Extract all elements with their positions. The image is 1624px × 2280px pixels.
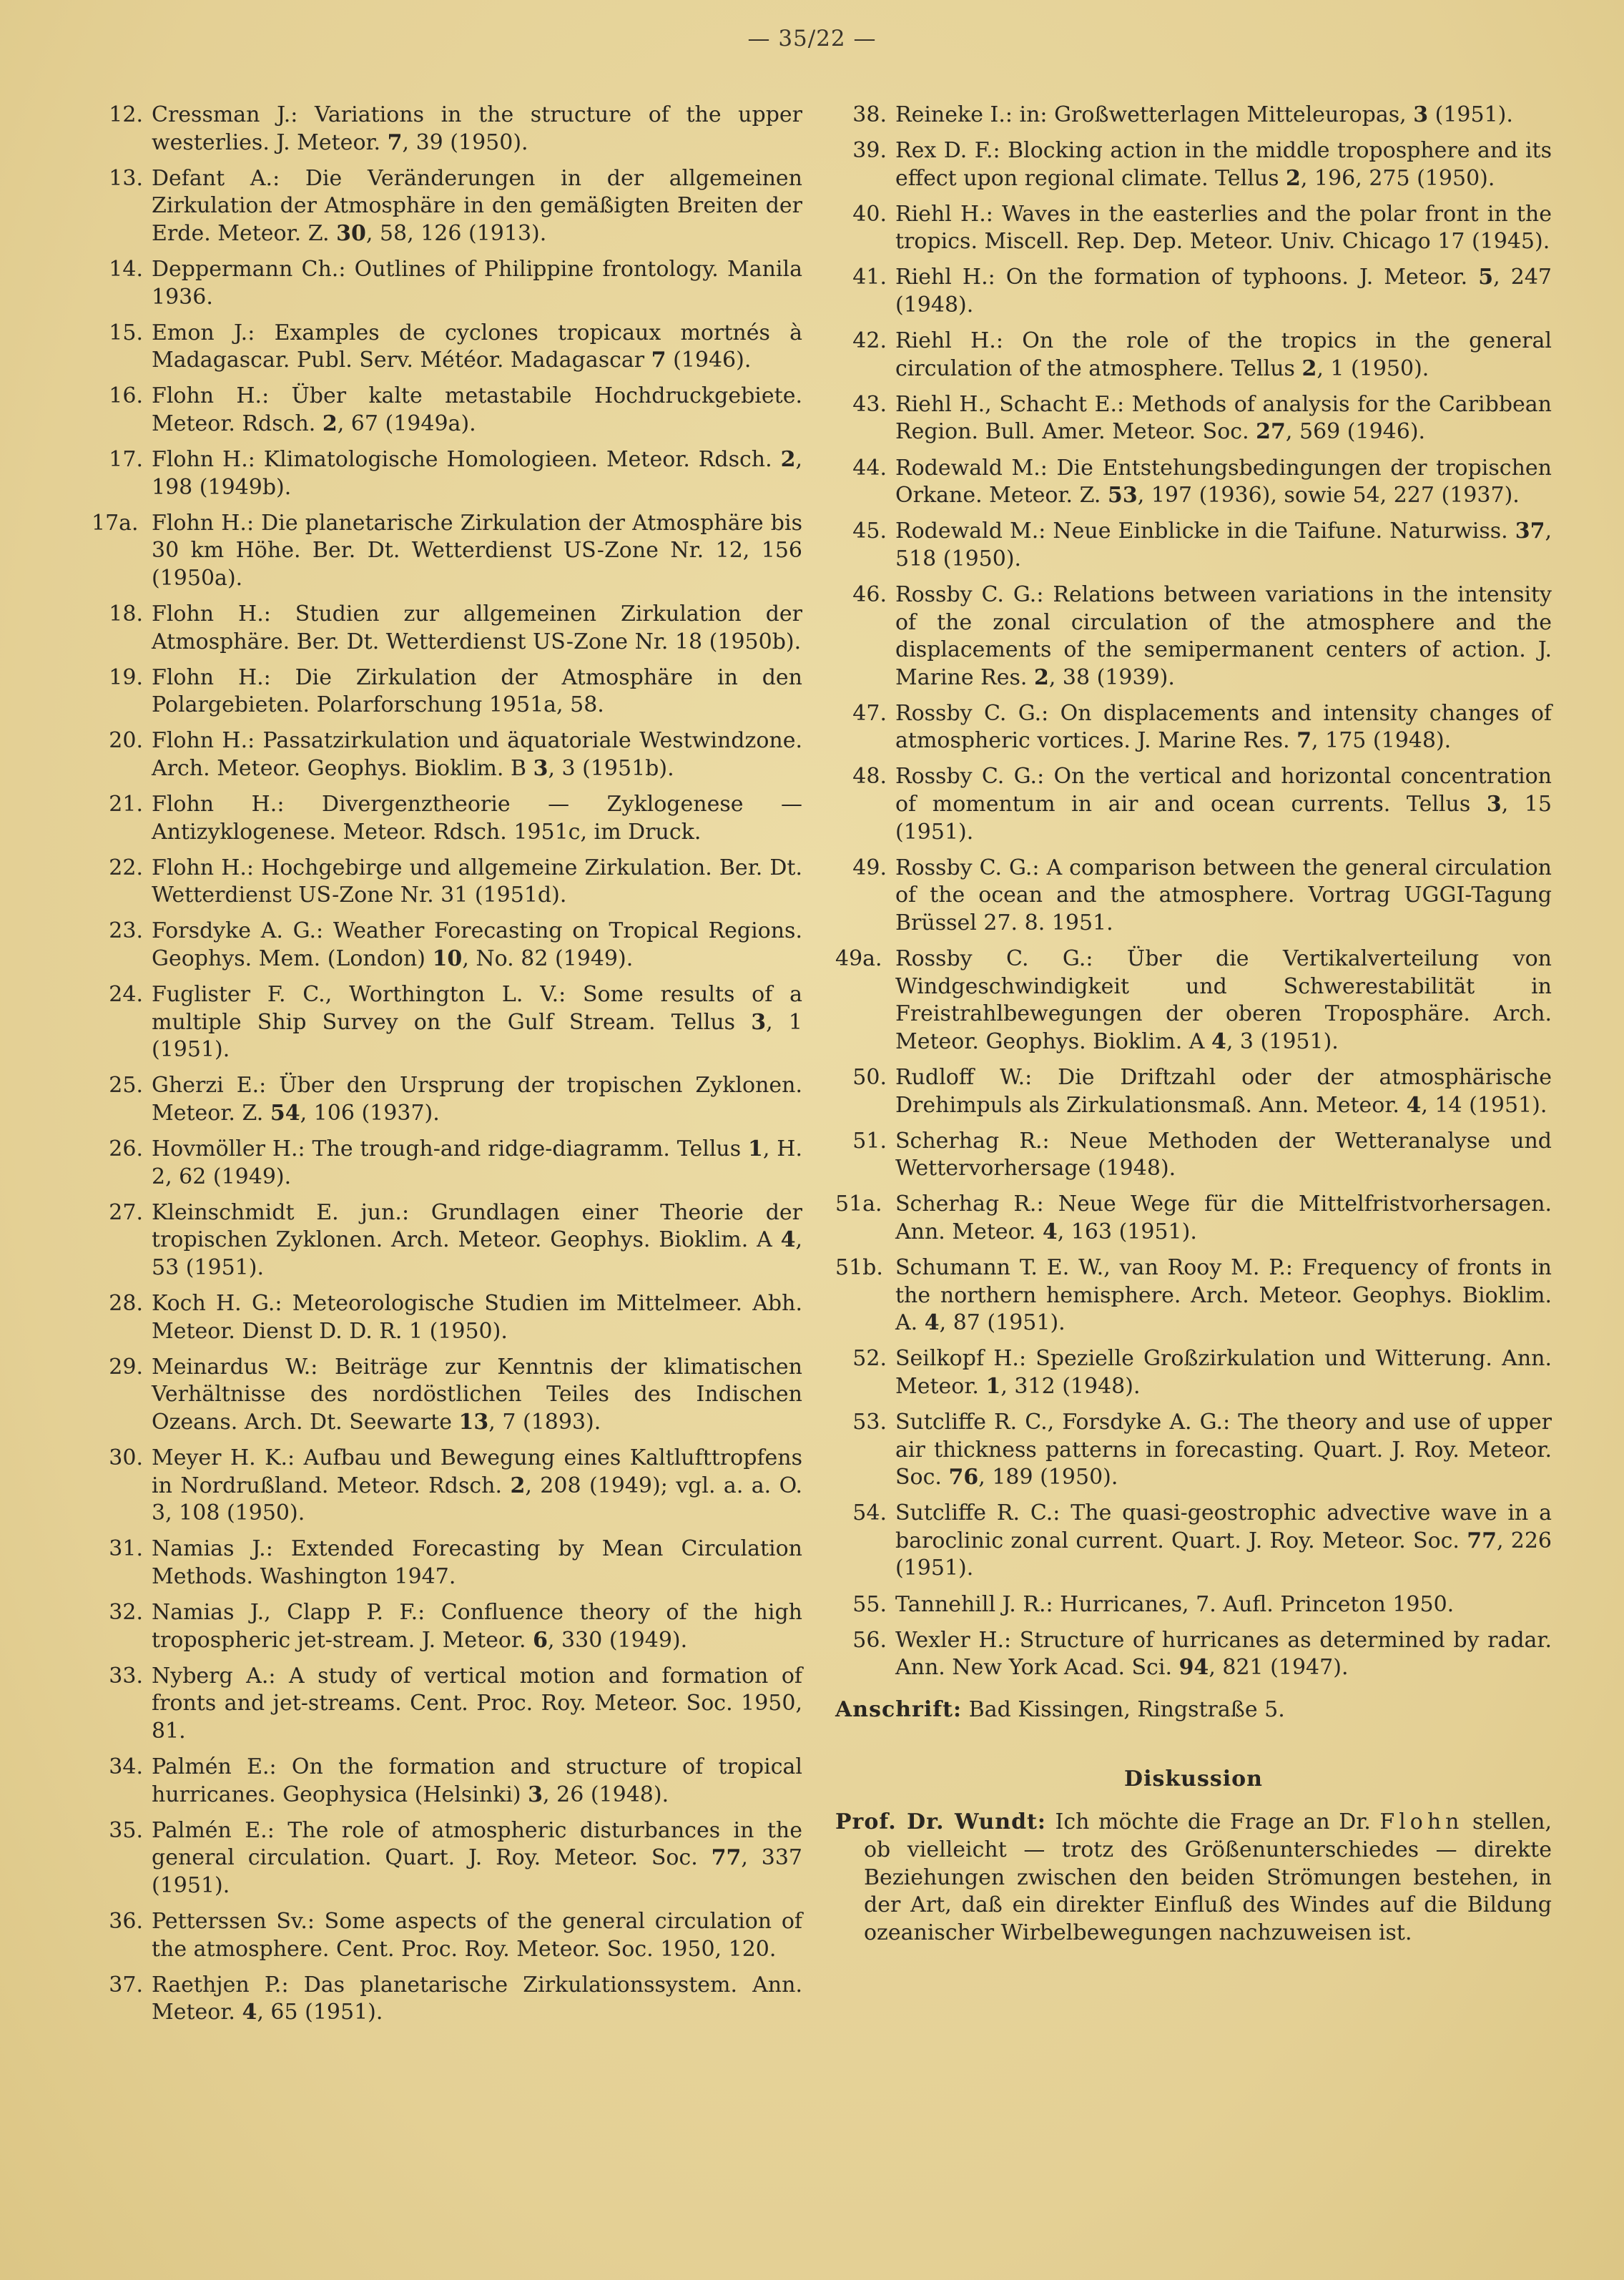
- reference-volume: 5: [1478, 265, 1494, 290]
- reference-text: Riehl H.: On the formation of typhoons. J. Meteor.: [895, 265, 1479, 290]
- reference-text: Tannehill J. R.: Hurricanes, 7. Aufl. Princeton 1950.: [895, 1591, 1455, 1617]
- reference-entry: [835, 1345, 1552, 1400]
- reference-tail: , 197 (1936), sowie 54, 227 (1937).: [1137, 483, 1520, 508]
- reference-text: Rossby C. G.: A comparison between the general circulation of the ocean and the atmosphere. Vortrag UGGI-Tagung Brüssel 27. 8. 1951.: [895, 855, 1552, 935]
- reference-volume: 3: [533, 755, 548, 781]
- reference-volume: 2: [780, 447, 796, 473]
- reference-entry: [92, 918, 802, 973]
- reference-number: 12.: [109, 102, 143, 127]
- reference-entry: [835, 1128, 1552, 1183]
- reference-volume: 53: [1108, 483, 1138, 508]
- reference-volume: 4: [780, 1227, 796, 1253]
- reference-text: Reineke I.: in: Großwetterlagen Mitteleuropas,: [895, 102, 1414, 127]
- reference-number: 43.: [852, 391, 887, 417]
- reference-entry: [92, 1754, 802, 1809]
- reference-volume: 1: [985, 1373, 1001, 1399]
- reference-text: Meyer H. K.: Aufbau und Bewegung eines Kaltlufttropfens in Nordrußland. Meteor. Rdsch.: [152, 1445, 802, 1498]
- reference-tail: , 106 (1937).: [300, 1101, 440, 1126]
- reference-number: 44.: [852, 455, 887, 481]
- reference-entry: [92, 1136, 802, 1191]
- reference-entry: [835, 328, 1552, 383]
- reference-text: Flohn H.: Über kalte metastabile Hochdruckgebiete. Meteor. Rdsch.: [152, 383, 802, 436]
- reference-number: 30.: [109, 1445, 143, 1471]
- reference-text: Rodewald M.: Neue Einblicke in die Taifune. Naturwiss.: [895, 519, 1515, 544]
- reference-volume: 4: [1211, 1028, 1226, 1054]
- reference-entry: [835, 1627, 1552, 1682]
- reference-volume: 4: [1406, 1092, 1422, 1118]
- reference-number: 18.: [109, 601, 143, 626]
- reference-text: Deppermann Ch.: Outlines of Philippine frontology. Manila 1936.: [152, 256, 802, 310]
- reference-volume: 30: [336, 220, 366, 246]
- reference-text: Flohn H.: Die Zirkulation der Atmosphäre in den Polargebieten. Polarforschung 1951a, 58.: [152, 664, 802, 718]
- reference-text: Emon J.: Examples de cyclones tropicaux mortnés à Madagascar. Publ. Serv. Météor. Madagascar: [152, 320, 802, 373]
- reference-text: Rex D. F.: Blocking action in the middle troposphere and its effect upon regional climate. Tellus: [895, 138, 1552, 191]
- reference-tail: , 189 (1950).: [978, 1465, 1118, 1490]
- reference-volume: 6: [533, 1627, 548, 1653]
- reference-text: Kleinschmidt E. jun.: Grundlagen einer Theorie der tropischen Zyklonen. Arch. Meteor. Geophys. Bioklim. A: [152, 1199, 802, 1253]
- reference-entry: [92, 981, 802, 1064]
- reference-entry: [835, 763, 1552, 846]
- reference-text: Rossby C. G.: Relations between variations in the intensity of the zonal circulation of the atmosphere and the displacements of the semipermanent centers of action. J. Marine Res.: [895, 581, 1552, 690]
- reference-text: Flohn H.: Hochgebirge und allgemeine Zirkulation. Ber. Dt. Wetterdienst US-Zone Nr. 31 (1951d).: [152, 855, 802, 908]
- reference-text: Rossby C. G.: Über die Vertikalverteilung von Windgeschwindigkeit und Schwerestabilität in Freistrahlbewegungen der oberen Troposphäre. Arch. Meteor. Geophys. Bioklim. A: [895, 946, 1552, 1054]
- discussion-title: Diskussion: [1124, 1766, 1263, 1792]
- reference-entry: [835, 102, 1552, 129]
- reference-tail: , 337 (1951).: [152, 1845, 802, 1898]
- reference-text: Petterssen Sv.: Some aspects of the general circulation of the atmosphere. Cent. Proc. Roy. Meteor. Soc. 1950, 120.: [152, 1908, 802, 1962]
- reference-entry: [92, 256, 802, 311]
- reference-text: Schumann T. E. W., van Rooy M. P.: Frequency of fronts in the northern hemisphere. Arch. Meteor. Geophys. Bioklim. A.: [895, 1254, 1552, 1336]
- reference-tail: , 65 (1951).: [257, 2000, 383, 2025]
- reference-number: 49a.: [835, 946, 882, 972]
- discussion-speaker: Prof. Dr. Wundt:: [835, 1809, 1046, 1835]
- reference-tail: , 1 (1950).: [1317, 355, 1429, 381]
- reference-text: Namias J.: Extended Forecasting by Mean Circulation Methods. Washington 1947.: [152, 1536, 802, 1589]
- reference-text: Gherzi E.: Über den Ursprung der tropischen Zyklonen. Meteor. Z.: [152, 1073, 802, 1126]
- reference-number: 24.: [109, 982, 143, 1008]
- reference-volume: 3: [528, 1782, 543, 1807]
- reference-text: Palmén E.: On the formation and structure of tropical hurricanes. Geophysica (Helsinki): [152, 1754, 802, 1807]
- reference-tail: , 569 (1946).: [1285, 419, 1426, 445]
- reference-tail: , No. 82 (1949).: [462, 946, 634, 972]
- reference-number: 13.: [109, 165, 143, 191]
- reference-entry: [92, 1290, 802, 1345]
- reference-entry: [835, 700, 1552, 755]
- reference-text: Sutcliffe R. C., Forsdyke A. G.: The theory and use of upper air thickness patterns in forecasting. Quart. J. Roy. Meteor. Soc.: [895, 1409, 1552, 1490]
- reference-volume: 7: [1296, 728, 1312, 754]
- reference-text: Flohn H.: Divergenztheorie — Zyklogenese — Antizyklogenese. Meteor. Rdsch. 1951c, im Druck.: [152, 792, 802, 845]
- reference-entry: [835, 455, 1552, 510]
- reference-number: 31.: [109, 1536, 143, 1562]
- reference-number: 28.: [109, 1291, 143, 1317]
- reference-number: 20.: [109, 728, 143, 754]
- reference-number: 29.: [109, 1354, 143, 1380]
- reference-tail: , 163 (1951).: [1057, 1219, 1197, 1244]
- reference-entry: [835, 1064, 1552, 1119]
- reference-text: Forsdyke A. G.: Weather Forecasting on Tropical Regions. Geophys. Mem. (London): [152, 918, 802, 972]
- reference-number: 27.: [109, 1199, 143, 1225]
- reference-entry: [92, 383, 802, 438]
- reference-tail: , 518 (1950).: [895, 519, 1552, 571]
- reference-text: Nyberg A.: A study of vertical motion and formation of fronts and jet-streams. Cent. Proc. Roy. Meteor. Soc. 1950, 81.: [152, 1663, 802, 1744]
- reference-entry: [92, 1072, 802, 1127]
- reference-text: Raethjen P.: Das planetarische Zirkulationssystem. Ann. Meteor.: [152, 1972, 802, 2025]
- reference-number: 39.: [852, 138, 887, 164]
- reference-text: Namias J., Clapp P. F.: Confluence theory of the high tropospheric jet-stream. J. Meteor.: [152, 1600, 802, 1653]
- reference-text: Flohn H.: Passatzirkulation und äquatoriale Westwindzone. Arch. Meteor. Geophys. Bioklim. B: [152, 728, 802, 781]
- reference-tail: , 208 (1949); vgl. a. a. O. 3, 108 (1950).: [152, 1473, 802, 1526]
- reference-entry: [92, 1354, 802, 1437]
- reference-number: 51b.: [835, 1254, 883, 1280]
- reference-tail: , 3 (1951b).: [548, 755, 674, 781]
- references-right-list: [835, 102, 1552, 1682]
- reference-volume: 3: [1486, 792, 1502, 817]
- reference-entry: [92, 1199, 802, 1282]
- reference-text: Cressman J.: Variations in the structure of the upper westerlies. J. Meteor.: [152, 102, 802, 155]
- reference-volume: 13: [458, 1409, 489, 1435]
- reference-text: Scherhag R.: Neue Methoden der Wetteranalyse und Wettervorhersage (1948).: [895, 1128, 1552, 1181]
- reference-entry: [835, 855, 1552, 938]
- reference-entry: [835, 137, 1552, 192]
- reference-tail: , 330 (1949).: [547, 1627, 688, 1653]
- reference-entry: [92, 1445, 802, 1528]
- reference-number: 52.: [852, 1346, 887, 1372]
- reference-volume: 1: [748, 1136, 763, 1162]
- reference-volume: 27: [1256, 419, 1286, 445]
- reference-text: Sutcliffe R. C.: The quasi-geostrophic advective wave in a baroclinic zonal current. Quart. J. Roy. Meteor. Soc.: [895, 1500, 1552, 1553]
- discussion-text: [835, 1809, 1552, 1947]
- reference-number: 32.: [109, 1600, 143, 1625]
- reference-text: Wexler H.: Structure of hurricanes as determined by radar. Ann. New York Acad. Sci.: [895, 1627, 1552, 1681]
- reference-number: 14.: [109, 256, 143, 282]
- reference-entry: [92, 320, 802, 375]
- reference-tail: , 38 (1939).: [1048, 664, 1175, 690]
- page-number: — 35/22 —: [747, 26, 877, 51]
- reference-text: Scherhag R.: Neue Wege für die Mittelfristvorhersagen. Ann. Meteor.: [895, 1191, 1552, 1244]
- reference-text: Defant A.: Die Veränderungen in der allgemeinen Zirkulation der Atmosphäre in den gemäßigten Breiten der Erde. Meteor. Z.: [152, 165, 802, 246]
- reference-entry: [92, 601, 802, 656]
- reference-text: Palmén E.: The role of atmospheric disturbances in the general circulation. Quart. J. Roy. Meteor. Soc.: [152, 1817, 802, 1871]
- reference-number: 23.: [109, 918, 143, 944]
- reference-tail: , 87 (1951).: [939, 1310, 1066, 1336]
- reference-text: Flohn H.: Studien zur allgemeinen Zirkulation der Atmosphäre. Ber. Dt. Wetterdienst US-Zone Nr. 18 (1950b).: [152, 601, 802, 654]
- reference-text: Meinardus W.: Beiträge zur Kenntnis der klimatischen Verhältnisse des nordöstlichen Teiles des Indischen Ozeans. Arch. Dt. Seewarte: [152, 1354, 802, 1435]
- reference-tail: , 312 (1948).: [1000, 1373, 1141, 1399]
- reference-number: 53.: [852, 1409, 887, 1435]
- reference-number: 56.: [852, 1627, 887, 1653]
- reference-volume: 7: [651, 348, 666, 373]
- reference-text: Riehl H., Schacht E.: Methods of analysis for the Caribbean Region. Bull. Amer. Meteor. Soc.: [895, 391, 1552, 445]
- reference-entry: [92, 727, 802, 782]
- reference-entry: [835, 1254, 1552, 1337]
- reference-text: Riehl H.: Waves in the easterlies and the polar front in the tropics. Miscell. Rep. Dep. Meteor. Univ. Chicago 17 (1945).: [895, 201, 1552, 255]
- reference-volume: 2: [1286, 165, 1301, 191]
- reference-volume: 77: [1467, 1528, 1497, 1553]
- reference-text: Flohn H.: Die planetarische Zirkulation der Atmosphäre bis 30 km Höhe. Ber. Dt. Wetterdienst US-Zone Nr. 12, 156 (1950a).: [152, 510, 802, 591]
- reference-number: 50.: [852, 1064, 887, 1090]
- reference-tail: , H. 2, 62 (1949).: [152, 1136, 802, 1189]
- reference-tail: , 26 (1948).: [543, 1782, 669, 1807]
- reference-text: Rossby C. G.: On the vertical and horizontal concentration of momentum in air and ocean currents. Tellus: [895, 764, 1552, 817]
- reference-number: 51a.: [835, 1191, 882, 1217]
- reference-entry: [92, 1535, 802, 1591]
- reference-entry: [835, 1500, 1552, 1583]
- reference-number: 21.: [109, 792, 143, 817]
- reference-tail: , 53 (1951).: [152, 1227, 802, 1280]
- reference-number: 38.: [852, 102, 887, 127]
- reference-number: 42.: [852, 328, 887, 354]
- references-right-column: [835, 102, 1552, 1947]
- reference-number: 36.: [109, 1908, 143, 1934]
- reference-text: Koch H. G.: Meteorologische Studien im Mittelmeer. Abh. Meteor. Dienst D. D. R. 1 (1950).: [152, 1291, 802, 1344]
- reference-tail: (1951).: [1428, 102, 1513, 127]
- reference-tail: , 247 (1948).: [895, 265, 1552, 318]
- reference-number: 51.: [852, 1128, 887, 1154]
- reference-number: 26.: [109, 1136, 143, 1162]
- author-address: [835, 1696, 1552, 1724]
- reference-entry: [835, 945, 1552, 1056]
- reference-number: 41.: [852, 265, 887, 290]
- reference-tail: , 39 (1950).: [402, 129, 528, 155]
- reference-number: 17.: [109, 447, 143, 473]
- reference-volume: 3: [1413, 102, 1429, 127]
- reference-tail: , 226 (1951).: [895, 1528, 1552, 1581]
- reference-volume: 2: [322, 411, 338, 436]
- reference-volume: 54: [270, 1101, 300, 1126]
- reference-text: Fuglister F. C., Worthington L. V.: Some results of a multiple Ship Survey on the Gulf Stream. Tellus: [152, 982, 802, 1035]
- reference-entry: [835, 264, 1552, 319]
- reference-entry: [835, 1191, 1552, 1246]
- reference-entry: [92, 1908, 802, 1963]
- reference-number: 47.: [852, 700, 887, 726]
- reference-number: 22.: [109, 855, 143, 880]
- reference-volume: 2: [510, 1473, 526, 1498]
- references-left-column: [92, 102, 802, 2035]
- discussion-text-before: Ich möchte die Frage an Dr.: [1055, 1809, 1371, 1835]
- reference-entry: [92, 1663, 802, 1746]
- reference-number: 16.: [109, 383, 143, 409]
- reference-number: 33.: [109, 1663, 143, 1689]
- reference-number: 40.: [852, 201, 887, 227]
- reference-tail: (1946).: [666, 348, 752, 373]
- reference-entry: [92, 510, 802, 593]
- reference-entry: [92, 1972, 802, 2027]
- reference-volume: 7: [387, 129, 403, 155]
- reference-number: 34.: [109, 1754, 143, 1779]
- reference-entry: [92, 1599, 802, 1654]
- reference-entry: [835, 391, 1552, 446]
- reference-tail: , 7 (1893).: [488, 1409, 601, 1435]
- reference-entry: [92, 165, 802, 248]
- discussion-name-spaced: Flohn: [1379, 1809, 1464, 1835]
- reference-tail: , 196, 275 (1950).: [1300, 165, 1495, 191]
- reference-number: 37.: [109, 1972, 143, 1998]
- reference-volume: 76: [948, 1465, 979, 1490]
- reference-entry: [835, 201, 1552, 256]
- reference-number: 35.: [109, 1817, 143, 1843]
- reference-tail: , 15 (1951).: [895, 792, 1552, 845]
- reference-entry: [835, 1409, 1552, 1492]
- reference-number: 46.: [852, 581, 887, 607]
- discussion-text-after: stellen, ob vielleicht — trotz des Größenunterschiedes — direkte Beziehungen zwischen den beiden Strömungen bestehen, in der Art, daß ein direkter Einfluß des Windes auf die Bildung ozeanischer Wirbelbewegungen nachzuweisen ist.: [864, 1809, 1552, 1945]
- reference-entry: [835, 1591, 1552, 1619]
- reference-volume: 4: [242, 2000, 257, 2025]
- reference-entry: [92, 664, 802, 719]
- reference-text: Hovmöller H.: The trough-and ridge-diagramm. Tellus: [152, 1136, 749, 1162]
- reference-number: 25.: [109, 1073, 143, 1099]
- reference-volume: 37: [1515, 519, 1545, 544]
- reference-tail: , 198 (1949b).: [152, 447, 802, 500]
- reference-number: 15.: [109, 320, 143, 345]
- reference-volume: 4: [924, 1310, 940, 1336]
- reference-text: Riehl H.: On the role of the tropics in the general circulation of the atmosphere. Tellus: [895, 328, 1552, 381]
- reference-number: 48.: [852, 764, 887, 790]
- reference-entry: [92, 791, 802, 846]
- reference-text: Flohn H.: Klimatologische Homologieen. Meteor. Rdsch.: [152, 447, 781, 473]
- reference-entry: [92, 855, 802, 910]
- reference-volume: 3: [751, 1009, 767, 1035]
- reference-tail: , 1 (1951).: [152, 1009, 802, 1063]
- reference-text: Rossby C. G.: On displacements and intensity changes of atmospheric vortices. J. Marine Res.: [895, 700, 1552, 754]
- reference-volume: 2: [1033, 664, 1049, 690]
- address-text: Bad Kissingen, Ringstraße 5.: [968, 1696, 1285, 1722]
- reference-number: 55.: [852, 1591, 887, 1617]
- reference-entry: [835, 581, 1552, 692]
- reference-entry: [92, 102, 802, 157]
- reference-text: Rodewald M.: Die Entstehungsbedingungen der tropischen Orkane. Meteor. Z.: [895, 455, 1552, 508]
- reference-volume: 4: [1042, 1219, 1058, 1244]
- reference-number: 19.: [109, 664, 143, 690]
- reference-tail: , 3 (1951).: [1226, 1028, 1339, 1054]
- reference-tail: , 175 (1948).: [1311, 728, 1452, 754]
- reference-tail: , 58, 126 (1913).: [365, 220, 547, 246]
- reference-number: 49.: [852, 855, 887, 880]
- reference-number: 17a.: [92, 510, 139, 536]
- reference-tail: , 67 (1949a).: [337, 411, 476, 436]
- reference-entry: [835, 518, 1552, 573]
- reference-volume: 94: [1178, 1655, 1209, 1681]
- address-label: Anschrift:: [835, 1696, 963, 1722]
- reference-volume: 2: [1301, 355, 1317, 381]
- reference-number: 45.: [852, 519, 887, 544]
- reference-number: 54.: [852, 1500, 887, 1526]
- reference-volume: 77: [711, 1845, 742, 1871]
- reference-text: Rudloff W.: Die Driftzahl oder der atmosphärische Drehimpuls als Zirkulationsmaß. Ann. Meteor.: [895, 1064, 1552, 1118]
- reference-entry: [92, 1817, 802, 1900]
- reference-tail: , 821 (1947).: [1209, 1655, 1349, 1681]
- reference-tail: , 14 (1951).: [1421, 1092, 1547, 1118]
- reference-volume: 10: [432, 946, 463, 972]
- reference-text: Seilkopf H.: Spezielle Großzirkulation und Witterung. Ann. Meteor.: [895, 1346, 1552, 1399]
- reference-entry: [92, 446, 802, 501]
